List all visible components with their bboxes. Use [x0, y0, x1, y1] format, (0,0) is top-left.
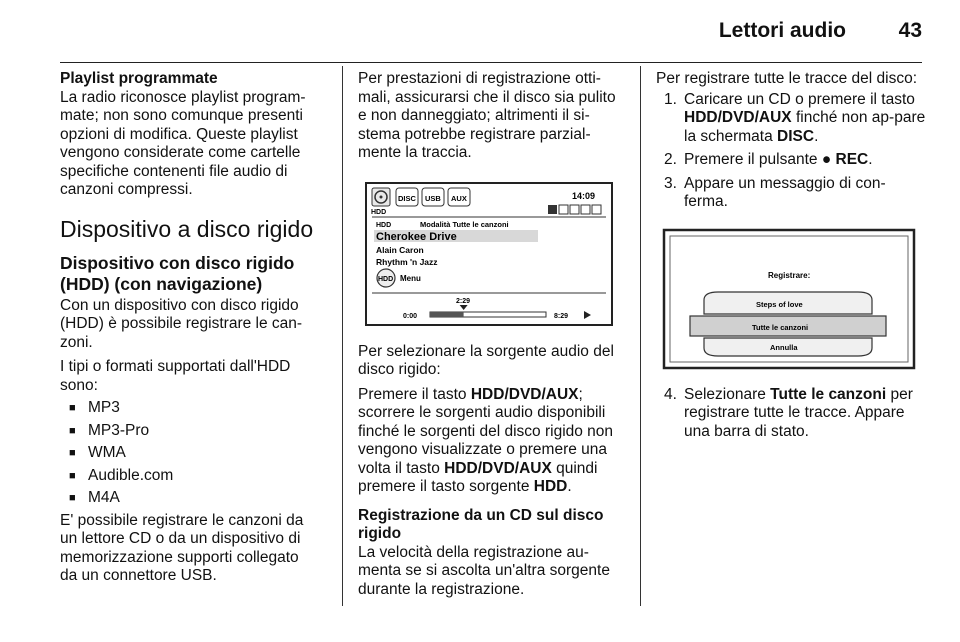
step-text: finché non ap-pare la schermata	[684, 109, 926, 145]
hdd-screen	[358, 177, 616, 329]
step-text: .	[868, 151, 873, 168]
step-text: Selezionare	[684, 385, 771, 403]
press-text: Premere il tasto	[358, 385, 471, 403]
mode-source: HDD	[376, 221, 392, 229]
key-label: HDD/DVD/AUX	[684, 109, 792, 126]
disc-button-label: DISC	[398, 193, 416, 203]
list-item	[656, 175, 926, 212]
step-number: 3.	[664, 174, 677, 192]
formats-list	[60, 399, 318, 508]
step-number: 2.	[664, 151, 677, 168]
column-divider	[342, 66, 343, 606]
list-item: ■ MP3	[60, 399, 318, 418]
clock: 14:09	[572, 190, 596, 201]
track-title: Cherokee Drive	[376, 230, 457, 243]
list-item: ■ M4A	[60, 489, 318, 508]
page-header	[60, 0, 922, 63]
steps-list-continued	[656, 386, 926, 442]
column-divider	[640, 66, 641, 606]
steps-list	[656, 91, 926, 212]
subsection-title: Dispositivo con disco rigido (HDD) (con navigazione)	[60, 252, 295, 294]
option-label: Annulla	[770, 342, 798, 352]
usb-button-label: USB	[425, 193, 441, 203]
step-number: 4.	[664, 385, 677, 403]
track-artist: Alain Caron	[376, 244, 424, 255]
menu-label: Menu	[400, 273, 421, 283]
list-item: ■ MP3-Pro	[60, 422, 318, 441]
hdd-screen-figure	[358, 177, 626, 329]
track-album: Rhythm 'n Jazz	[376, 256, 438, 267]
menu-badge: HDD	[378, 275, 394, 283]
section-title: Dispositivo a disco rigido	[60, 215, 314, 242]
record-dialog-figure	[656, 224, 926, 374]
column-right	[656, 70, 926, 446]
column-middle	[358, 70, 626, 605]
key-label: ● REC	[821, 151, 869, 168]
press-paragraph	[358, 386, 626, 497]
step-text: Premere il pulsante	[684, 151, 822, 168]
mode-label: Modalità Tutte le canzoni	[420, 219, 509, 229]
performance-paragraph: Per prestazioni di registrazione otti-mali, assicurarsi che il disco sia pulito e non danneggiato; altrimenti il si-stema potrebbe registrare parzial-mente la traccia.	[358, 70, 616, 161]
playlist-paragraph: La radio riconosce playlist program-mate; non sono comunque presenti opzioni di modifica. Queste playlist vengono considerate come cartelle specifiche contenenti file audio di canzoni compressi.	[60, 88, 306, 198]
playlist-heading: Playlist programmate	[60, 70, 218, 87]
list-item	[656, 91, 926, 147]
time-start: 0:00	[403, 312, 418, 320]
record-dialog	[656, 224, 918, 374]
cd-paragraph: La velocità della registrazione au-menta se si ascolta un'altra sorgente durante la registrazione.	[358, 543, 610, 598]
time-marker: 2:29	[456, 297, 471, 305]
intro-paragraph: Con un dispositivo con disco rigido (HDD) è possibile registrare le can-zoni.	[60, 296, 303, 351]
step-text: Appare un messaggio di con-ferma.	[684, 174, 886, 210]
list-item	[656, 151, 926, 170]
key-label: HDD	[533, 478, 568, 495]
formats-intro: I tipi o formati supportati dall'HDD sono:	[60, 358, 291, 394]
select-paragraph: Per selezionare la sorgente audio del disco rigido:	[358, 342, 614, 378]
list-item: ■ Audible.com	[60, 467, 318, 486]
option-label: Tutte le canzoni	[752, 322, 809, 332]
press-text: quindi premere il tasto sorgente	[358, 459, 598, 495]
key-label: DISC	[777, 127, 815, 145]
step-number: 1.	[664, 90, 677, 108]
step-text: Caricare un CD o premere il tasto	[684, 90, 915, 108]
hdd-icon-label: HDD	[371, 208, 387, 216]
press-text: ; scorrere le sorgenti audio disponibili finché le sorgenti del disco rigido non vengono visualizzate o premere una volta il tasto	[358, 385, 614, 477]
page-number: 43	[898, 19, 922, 42]
disc-hole-icon	[380, 195, 383, 198]
list-item	[656, 386, 926, 442]
dialog-title: Registrare:	[768, 270, 811, 280]
step-text: per registrare tutte le tracce. Appare una barra di stato.	[684, 385, 913, 440]
step-text: .	[814, 127, 819, 145]
status-icon	[548, 205, 557, 214]
column-left	[60, 70, 318, 592]
header-title: Lettori audio	[718, 19, 846, 42]
record-paragraph: E' possibile registrare le canzoni da un lettore CD o da un dispositivo di memorizzazione supporti collegato da un connettore USB.	[60, 511, 304, 584]
option-label: Steps of love	[756, 299, 803, 309]
progress-fill	[430, 312, 464, 317]
all-tracks-intro: Per registrare tutte le tracce del disco:	[656, 70, 918, 87]
time-end: 8:29	[554, 312, 569, 320]
key-label: HDD/DVD/AUX	[470, 385, 579, 403]
cd-heading: Registrazione da un CD sul disco rigido	[358, 506, 604, 542]
list-item: ■ WMA	[60, 444, 318, 463]
press-text: .	[567, 478, 572, 495]
key-label: HDD/DVD/AUX	[444, 459, 552, 477]
aux-button-label: AUX	[451, 193, 467, 203]
key-label: Tutte le canzoni	[770, 385, 887, 403]
